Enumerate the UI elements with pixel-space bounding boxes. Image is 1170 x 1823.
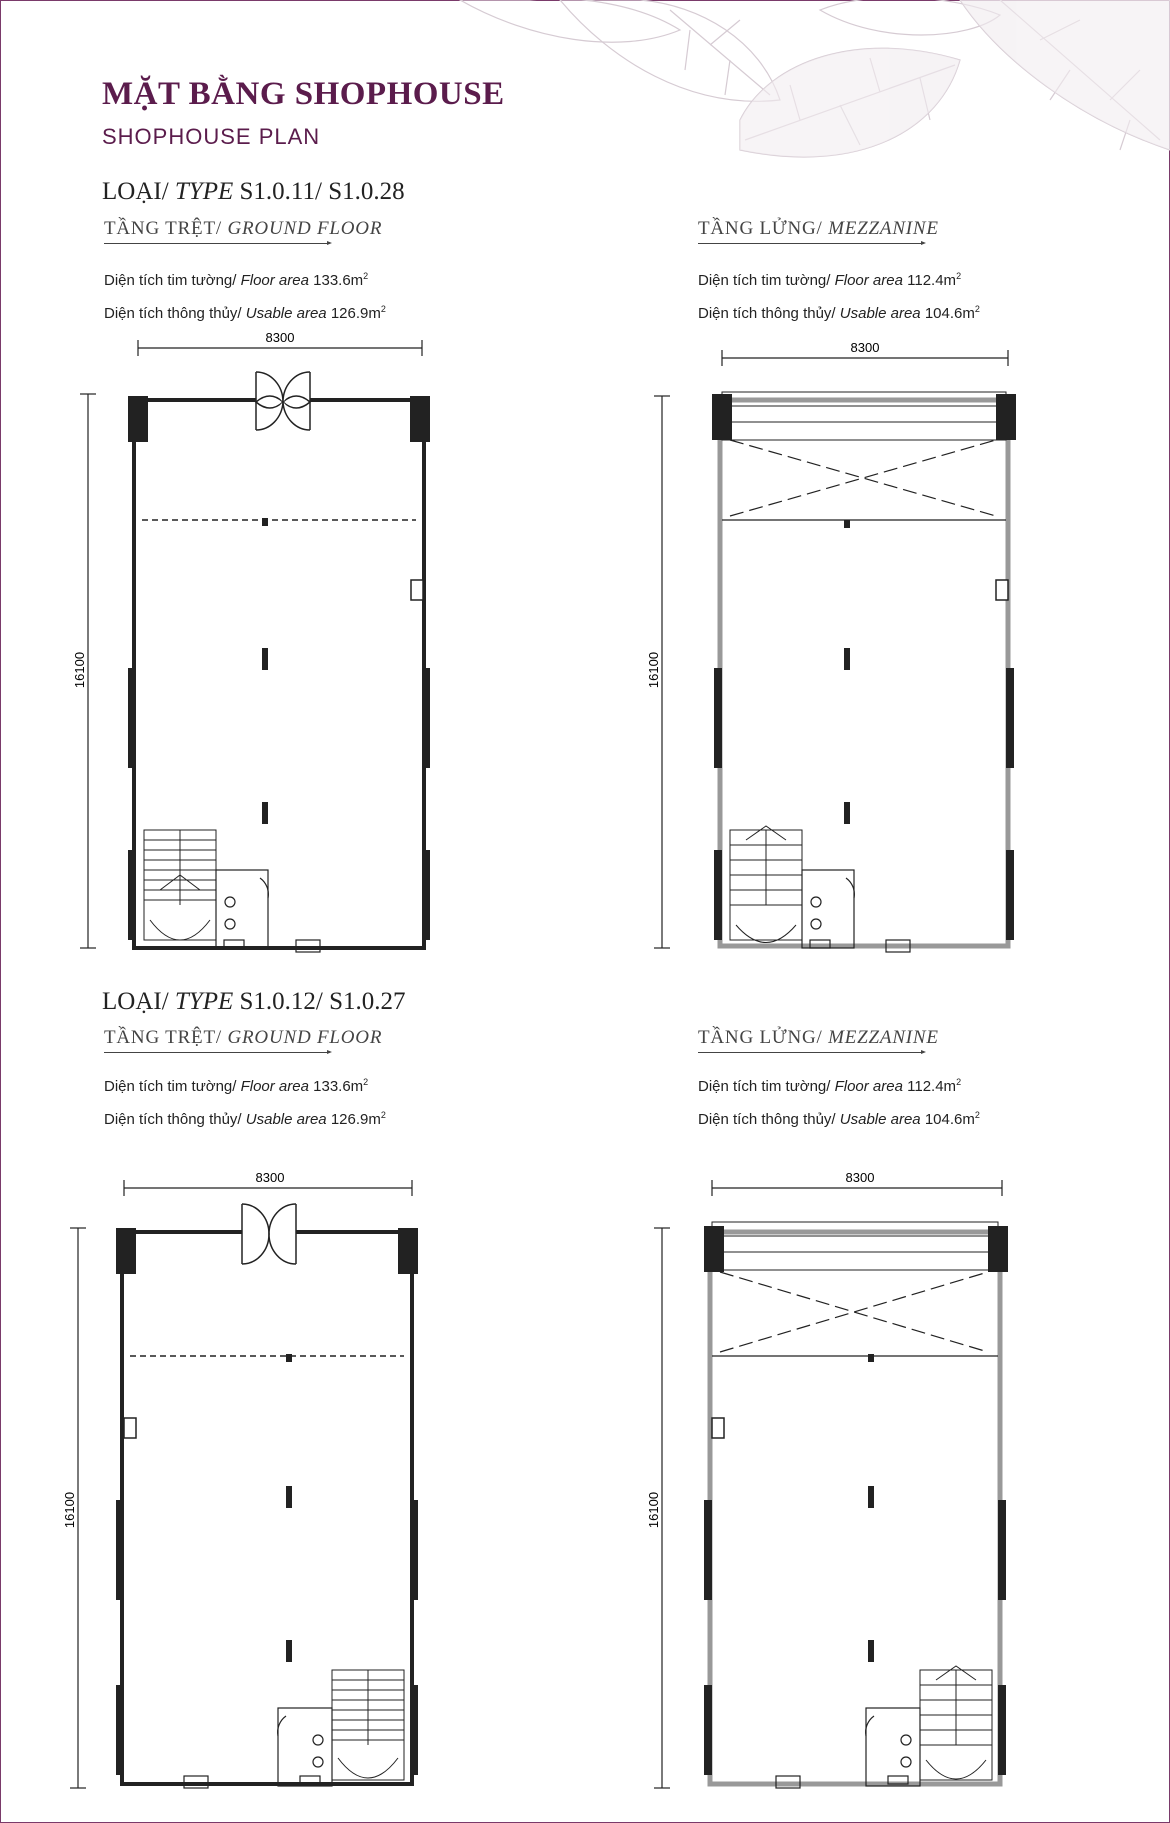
floor-area-en: Floor area	[834, 1078, 903, 1095]
floor-en: MEZZANINE	[828, 1027, 939, 1048]
wc	[278, 1708, 332, 1786]
usable-area-value: 104.6m	[920, 1111, 975, 1128]
balcony	[712, 1222, 998, 1270]
usable-area-en: Usable area	[839, 1111, 921, 1128]
staircase	[332, 1670, 404, 1780]
entrance-door	[256, 372, 310, 430]
type-heading-1	[102, 178, 405, 206]
ground-floor-label-1	[104, 218, 382, 244]
column	[704, 1226, 724, 1272]
sup: 2	[380, 1110, 386, 1120]
mezzanine-area-1	[698, 262, 980, 328]
floor-area-value: 133.6m	[308, 272, 364, 289]
width-dimension: 8300	[845, 1170, 875, 1185]
floor-vn: TẦNG TRỆT/	[104, 218, 228, 239]
type-heading-2	[102, 988, 406, 1016]
width-dimension: 8300	[850, 340, 880, 355]
floor-en: GROUND FLOOR	[227, 218, 383, 239]
void	[712, 1272, 998, 1356]
wc	[216, 870, 268, 948]
usable-area-en: Usable area	[839, 305, 921, 322]
column	[116, 1228, 136, 1274]
width-dimension: 8300	[265, 330, 295, 345]
ground-floor-plan-1	[70, 330, 450, 960]
floor-vn: TẦNG LỬNG/	[698, 1027, 829, 1048]
sup: 2	[363, 271, 369, 281]
mezzanine-area-2	[698, 1068, 980, 1134]
ground-floor-label-2	[104, 1027, 382, 1053]
usable-area-value: 126.9m	[326, 305, 381, 322]
mezzanine-plan-1	[640, 330, 1020, 960]
sup: 2	[380, 304, 386, 314]
floor-area-label: Diện tích tim tường/	[104, 1078, 241, 1095]
type-italic: TYPE	[174, 178, 234, 205]
sup: 2	[974, 1110, 980, 1120]
ground-area-1	[104, 262, 386, 328]
usable-area-label: Diện tích thông thủy/	[104, 305, 246, 322]
depth-dimension: 16100	[72, 651, 87, 689]
sup: 2	[974, 304, 980, 314]
mezzanine-label-1	[698, 218, 939, 244]
column	[128, 396, 148, 442]
sup: 2	[956, 271, 962, 281]
usable-area-en: Usable area	[245, 305, 327, 322]
vent	[712, 1418, 724, 1438]
floor-area-value: 133.6m	[308, 1078, 364, 1095]
width-dimension: 8300	[255, 1170, 285, 1185]
floor-area-label: Diện tích tim tường/	[698, 1078, 835, 1095]
staircase	[144, 830, 216, 940]
floor-area-value: 112.4m	[902, 272, 957, 289]
mezzanine-plan-2	[640, 1160, 1020, 1800]
column	[398, 1228, 418, 1274]
staircase	[730, 826, 802, 943]
floor-en: MEZZANINE	[828, 218, 939, 239]
ground-floor-plan-2	[60, 1160, 440, 1800]
type-italic: TYPE	[174, 988, 234, 1015]
outer-wall	[134, 400, 424, 948]
staircase	[920, 1666, 992, 1780]
entrance-door	[242, 1204, 296, 1264]
type-codes: S1.0.11/ S1.0.28	[233, 178, 405, 205]
floor-area-en: Floor area	[240, 1078, 309, 1095]
type-prefix: LOẠI/	[102, 178, 175, 205]
usable-area-label: Diện tích thông thủy/	[104, 1111, 246, 1128]
floor-en: GROUND FLOOR	[227, 1027, 383, 1048]
usable-area-value: 104.6m	[920, 305, 975, 322]
wc	[802, 870, 854, 948]
floor-area-label: Diện tích tim tường/	[104, 272, 241, 289]
depth-dimension: 16100	[646, 651, 661, 689]
floor-area-label: Diện tích tim tường/	[698, 272, 835, 289]
usable-area-label: Diện tích thông thủy/	[698, 1111, 840, 1128]
ground-area-2	[104, 1068, 386, 1134]
floor-area-value: 112.4m	[902, 1078, 957, 1095]
page-title: MẶT BẰNG SHOPHOUSE	[102, 76, 505, 112]
depth-dimension: 16100	[646, 1491, 661, 1529]
floor-area-en: Floor area	[240, 272, 309, 289]
column	[410, 396, 430, 442]
floor-vn: TẦNG TRỆT/	[104, 1027, 228, 1048]
sup: 2	[363, 1077, 369, 1087]
outer-wall	[720, 400, 1008, 946]
depth-dimension: 16100	[62, 1491, 77, 1529]
usable-area-label: Diện tích thông thủy/	[698, 305, 840, 322]
type-prefix: LOẠI/	[102, 988, 175, 1015]
mezzanine-label-2	[698, 1027, 939, 1053]
page-subtitle: SHOPHOUSE PLAN	[102, 124, 321, 149]
leaf-decoration	[440, 0, 1170, 230]
usable-area-en: Usable area	[245, 1111, 327, 1128]
sup: 2	[956, 1077, 962, 1087]
wc	[866, 1708, 920, 1786]
floor-vn: TẦNG LỬNG/	[698, 218, 829, 239]
vent	[411, 580, 423, 600]
vent	[124, 1418, 136, 1438]
vent	[996, 580, 1008, 600]
usable-area-value: 126.9m	[326, 1111, 381, 1128]
void	[722, 440, 1006, 520]
type-codes: S1.0.12/ S1.0.27	[233, 988, 406, 1015]
floor-area-en: Floor area	[834, 272, 903, 289]
